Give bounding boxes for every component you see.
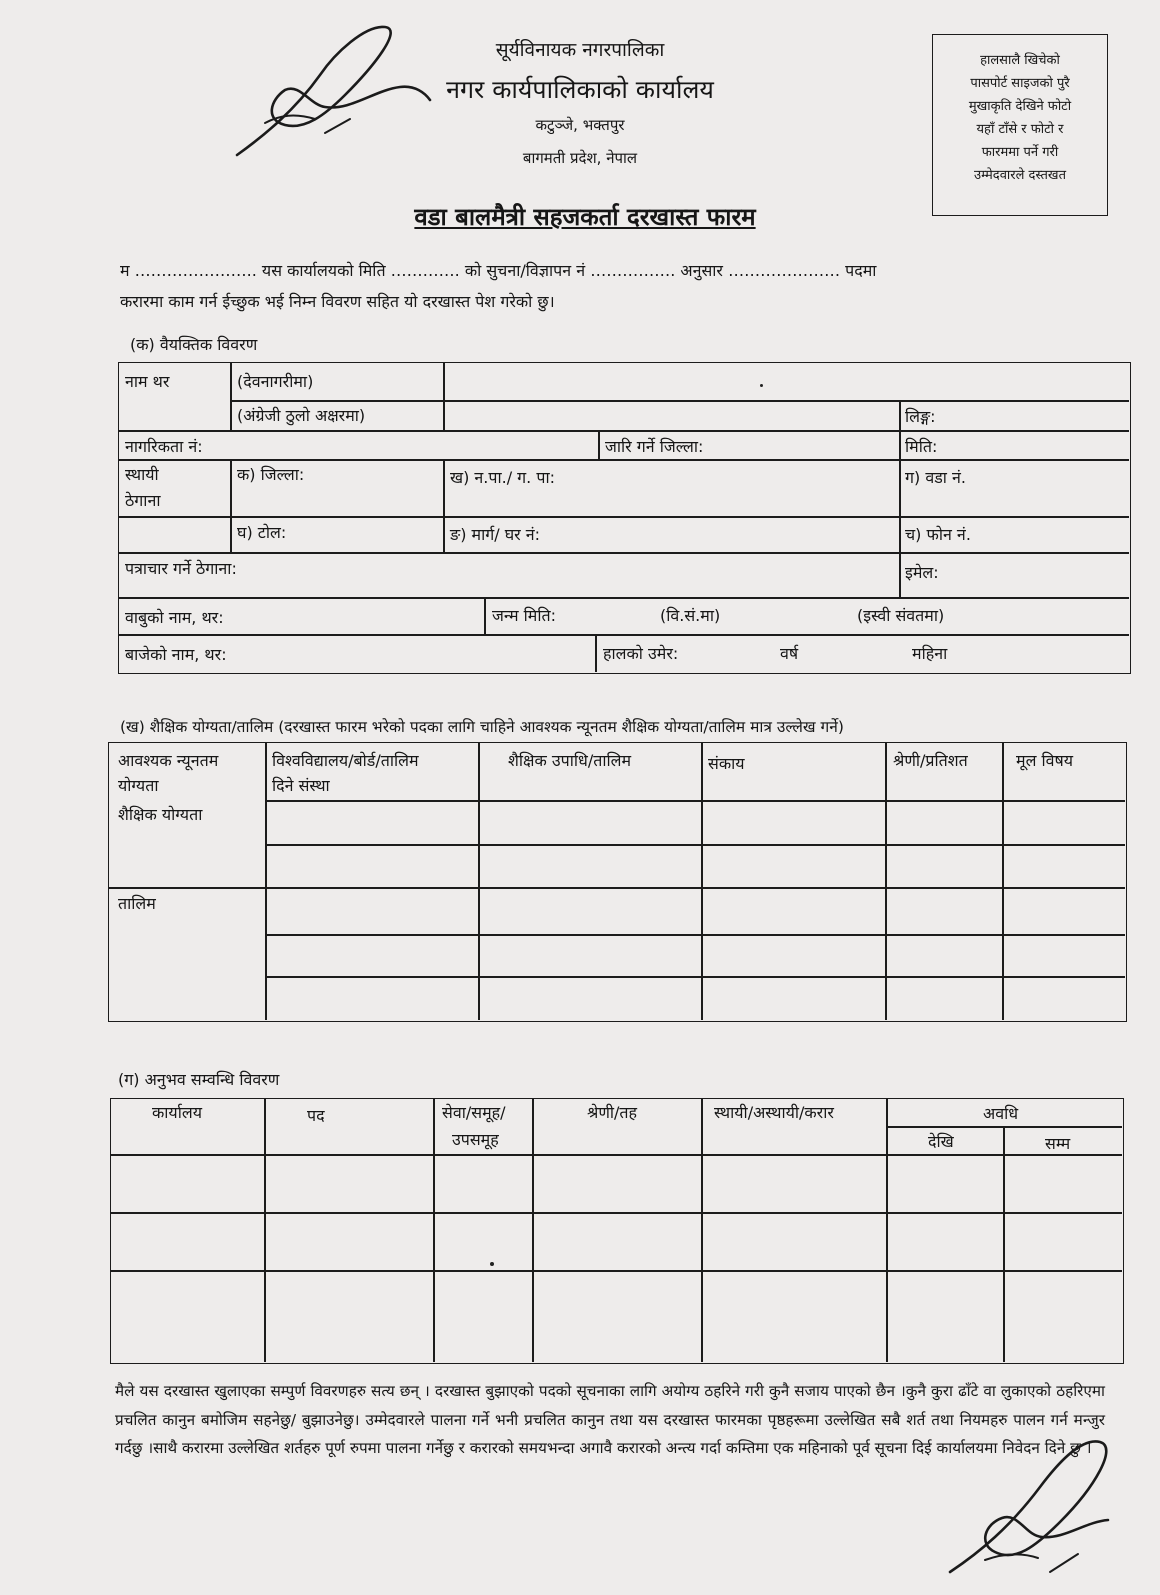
office-place: कटुञ्जे, भक्तपुर bbox=[535, 116, 625, 134]
dob-label: जन्म मिति: bbox=[492, 606, 556, 625]
edu-row-training: तालिम bbox=[118, 894, 156, 913]
phone-label: च) फोन नं. bbox=[905, 525, 971, 544]
exp-col-to: सम्म bbox=[1045, 1134, 1071, 1153]
exp-col-post: पद bbox=[307, 1106, 325, 1125]
email-label: इमेल: bbox=[905, 563, 939, 582]
exp-col-duration: अवधि bbox=[983, 1104, 1019, 1123]
office-province: बागमती प्रदेश, नेपाल bbox=[522, 149, 638, 167]
gender-label: लिङ्ग: bbox=[905, 407, 936, 426]
office-name: नगर कार्यपालिकाको कार्यालय bbox=[446, 75, 714, 104]
municipality-label: ख) न.पा./ ग. पा: bbox=[450, 468, 555, 487]
ward-label: ग) वडा नं. bbox=[905, 468, 966, 487]
experience-heading: (ग) अनुभव सम्वन्धि विवरण bbox=[118, 1070, 280, 1089]
issue-date-label: मिति: bbox=[905, 437, 938, 456]
photo-note-line: यहाँ टाँसे र फोटो र bbox=[976, 122, 1064, 137]
edu-col-degree: शैक्षिक उपाधि/तालिम bbox=[508, 751, 632, 770]
photo-note-line: हालसालै खिचेको bbox=[980, 53, 1060, 68]
intro-line-2: करारमा काम गर्न ईच्छुक भई निम्न विवरण सहित यो दरखास्त पेश गरेको छु। bbox=[120, 292, 555, 311]
exp-col-from: देखि bbox=[928, 1132, 954, 1151]
name-devanagari-label: (देवनागरीमा) bbox=[237, 372, 314, 391]
intro-line-1: म ………………….. यस कार्यालयको मिति …………. को सुचना/विज्ञापन नं ……………. अनुसार ………………… पदमा bbox=[120, 261, 877, 280]
speck bbox=[490, 1262, 494, 1266]
exp-col-office: कार्यालय bbox=[152, 1103, 202, 1122]
personal-heading: (क) वैयक्तिक विवरण bbox=[130, 335, 258, 354]
edu-col-major: मूल विषय bbox=[1016, 751, 1074, 770]
edu-col-min-qual: आवश्यक न्यूनतम bbox=[118, 751, 219, 770]
municipality-name: सूर्यविनायक नगरपालिका bbox=[495, 39, 665, 61]
permanent-address-label: स्थायी bbox=[125, 465, 159, 484]
photo-note-line: मुखाकृति देखिने फोटो bbox=[968, 99, 1072, 114]
photo-box bbox=[932, 34, 1108, 216]
edu-col-division: श्रेणी/प्रतिशत bbox=[893, 751, 968, 770]
name-label: नाम थर bbox=[125, 372, 170, 391]
signature-bottom bbox=[930, 1432, 1140, 1592]
exp-col-service: सेवा/समूह/ bbox=[442, 1103, 506, 1122]
edu-col-institution-2: दिने संस्था bbox=[272, 776, 330, 795]
exp-col-level: श्रेणी/तह bbox=[587, 1103, 638, 1122]
months-label: महिना bbox=[912, 644, 948, 663]
permanent-address-label-2: ठेगाना bbox=[125, 491, 161, 510]
edu-col-min-qual-2: योग्यता bbox=[118, 776, 159, 795]
district-label: क) जिल्ला: bbox=[237, 465, 305, 484]
exp-col-service-2: उपसमूह bbox=[452, 1130, 499, 1149]
edu-row-academic: शैक्षिक योग्यता bbox=[118, 805, 203, 824]
years-label: वर्ष bbox=[780, 644, 799, 663]
tole-label: घ) टोल: bbox=[237, 523, 287, 542]
photo-note-line: पासपोर्ट साइजको पुरै bbox=[970, 76, 1070, 91]
speck bbox=[760, 384, 763, 387]
dob-ad-label: (इस्वी संवतमा) bbox=[857, 606, 945, 625]
citizenship-label: नागरिकता नं: bbox=[125, 437, 203, 456]
photo-note-line: फारममा पर्ने गरी bbox=[981, 145, 1059, 160]
education-heading: (ख) शैक्षिक योग्यता/तालिम (दरखास्त फारम भरेको पदका लागि चाहिने आवश्यक न्यूनतम शैक्षिक योग्यता/तालिम मात्र उल्लेख गर्ने) bbox=[120, 718, 844, 736]
edu-col-faculty: संकाय bbox=[708, 754, 745, 773]
marg-label: ङ) मार्ग/ घर नं: bbox=[450, 525, 541, 544]
father-label: वाबुको नाम, थर: bbox=[125, 608, 224, 627]
issued-district-label: जारि गर्ने जिल्ला: bbox=[605, 437, 704, 456]
age-label: हालको उमेर: bbox=[603, 644, 679, 663]
name-english-label: (अंग्रेजी ठुलो अक्षरमा) bbox=[237, 406, 366, 425]
declaration-text: मैले यस दरखास्त खुलाएका सम्पुर्ण विवरणहरु सत्य छन् । दरखास्त बुझाएको पदको सूचनाका लागि अयोग्य ठहरिने गरी कुनै सजाय पाएको छैन ।कुनै कुरा ढाँटे वा लुकाएको ठहरिएमा प्रचलित कानुन बमोजिम सहनेछु/ बुझाउनेछु। उम्मेदवारले पालना गर्ने भनी प्रचलित कानुन तथा यस दरखास्त फारमका पृष्ठहरूमा उल्लेखित सबै शर्त तथा नियमहरु पालन गर्न मन्जुर गर्दछु ।साथै करारमा उल्लेखित शर्तहरु पूर्ण रुपमा पालना गर्नेछु र करारको समयभन्दा अगावै करारको अन्त्य गर्दा कम्तिमा एक महिनाको पूर्व सूचना दिई कार्यालयमा निवेदन दिने छु । bbox=[115, 1382, 1105, 1457]
photo-note-line: उम्मेदवारले दस्तखत bbox=[974, 168, 1066, 183]
correspondence-label: पत्राचार गर्ने ठेगाना: bbox=[125, 559, 237, 578]
edu-col-institution: विश्वविद्यालय/बोर्ड/तालिम bbox=[272, 751, 419, 770]
form-title: वडा बालमैत्री सहजकर्ता दरखास्त फारम bbox=[414, 203, 756, 231]
dob-bs-label: (वि.सं.मा) bbox=[660, 606, 721, 625]
exp-col-type: स्थायी/अस्थायी/करार bbox=[714, 1103, 834, 1122]
grandfather-label: बाजेको नाम, थर: bbox=[125, 645, 227, 664]
